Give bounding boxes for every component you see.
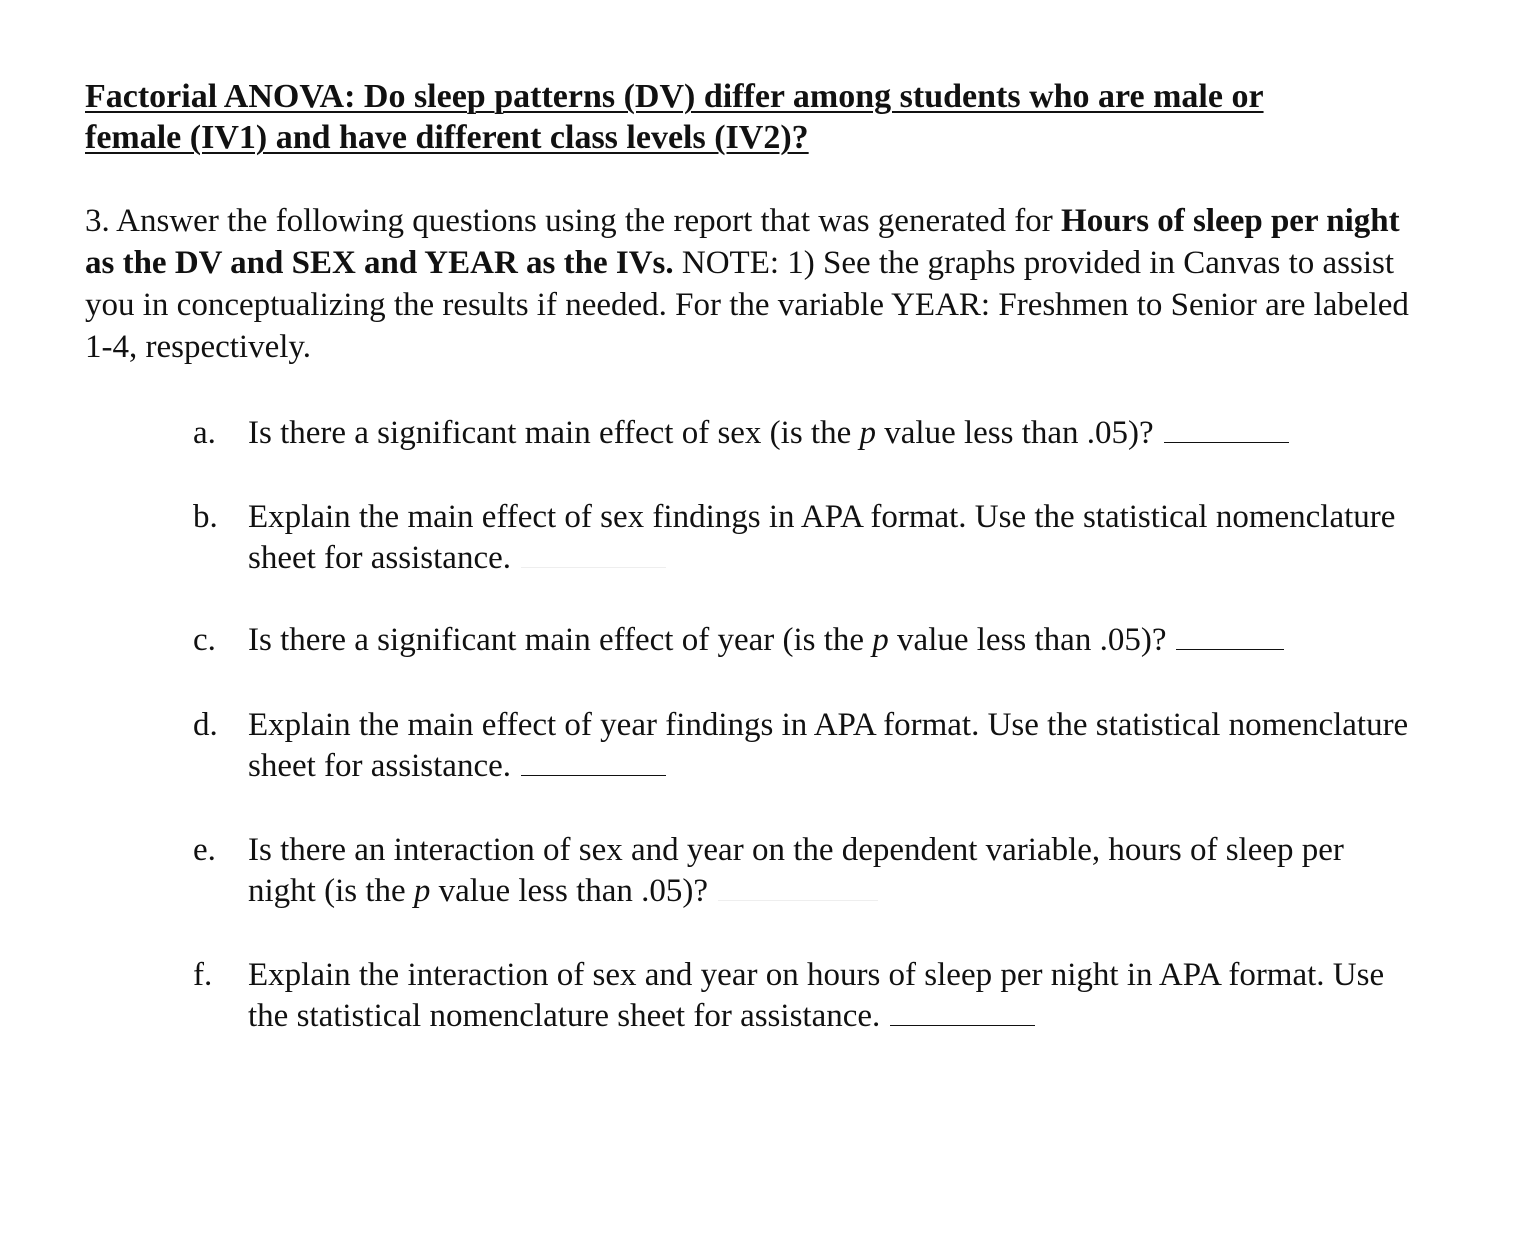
question-text-end: value less than .05)? xyxy=(888,622,1167,658)
question-letter: c. xyxy=(193,622,216,658)
intro-text-2: NOTE: 1) See the graphs provided in Canvas to assist you in conceptualizing the results if needed. For the variable YEAR: Freshmen to Senior are labeled 1-4, respectively. xyxy=(85,245,1409,365)
question-e xyxy=(193,830,1413,912)
question-text: Explain the interaction of sex and year on hours of sleep per night in APA format. Use the statistical nomenclature sheet for assistance. xyxy=(248,957,1385,1034)
question-text: Is there a significant main effect of year (is the xyxy=(248,622,873,658)
question-c xyxy=(193,620,1413,661)
question-text-end: value less than .05)? xyxy=(876,415,1154,451)
title-line-2: female (IV1) and have different class levels (IV2)? xyxy=(85,119,809,156)
title-line-1: Factorial ANOVA: Do sleep patterns (DV) differ among students who are male or xyxy=(85,78,1264,115)
answer-blank-f[interactable] xyxy=(890,1024,1035,1026)
question-letter: b. xyxy=(193,499,218,535)
question-letter: a. xyxy=(193,415,216,451)
answer-blank-e[interactable] xyxy=(718,899,878,901)
question-letter: d. xyxy=(193,707,218,743)
p-symbol: p xyxy=(413,873,431,909)
question-letter: e. xyxy=(193,832,216,868)
answer-blank-b[interactable] xyxy=(521,566,666,568)
intro-text-1: 3. Answer the following questions using the report that was generated for xyxy=(85,203,1062,239)
question-text: Is there a significant main effect of sex (is the xyxy=(248,415,860,451)
instructions-paragraph xyxy=(85,200,1415,368)
question-a xyxy=(193,413,1413,454)
answer-blank-a[interactable] xyxy=(1164,441,1289,443)
answer-blank-d[interactable] xyxy=(521,774,666,776)
question-text: Explain the main effect of year findings in APA format. Use the statistical nomenclature sheet for assistance. xyxy=(248,707,1409,784)
intro-bold-text: Hours of sleep per night as the DV and SEX and YEAR as the IVs. xyxy=(85,203,1400,281)
question-text-end: value less than .05)? xyxy=(430,873,709,909)
answer-blank-c[interactable] xyxy=(1176,648,1284,650)
question-text: Explain the main effect of sex findings in APA format. Use the statistical nomenclature sheet for assistance. xyxy=(248,499,1396,576)
question-text: Is there an interaction of sex and year on the dependent variable, hours of sleep per night (is the xyxy=(248,832,1344,909)
p-symbol: p xyxy=(859,415,876,451)
question-f xyxy=(193,955,1413,1037)
question-b xyxy=(193,497,1413,579)
question-d xyxy=(193,705,1413,787)
question-letter: f. xyxy=(193,957,213,993)
p-symbol: p xyxy=(872,622,889,658)
page-title xyxy=(85,76,1405,158)
